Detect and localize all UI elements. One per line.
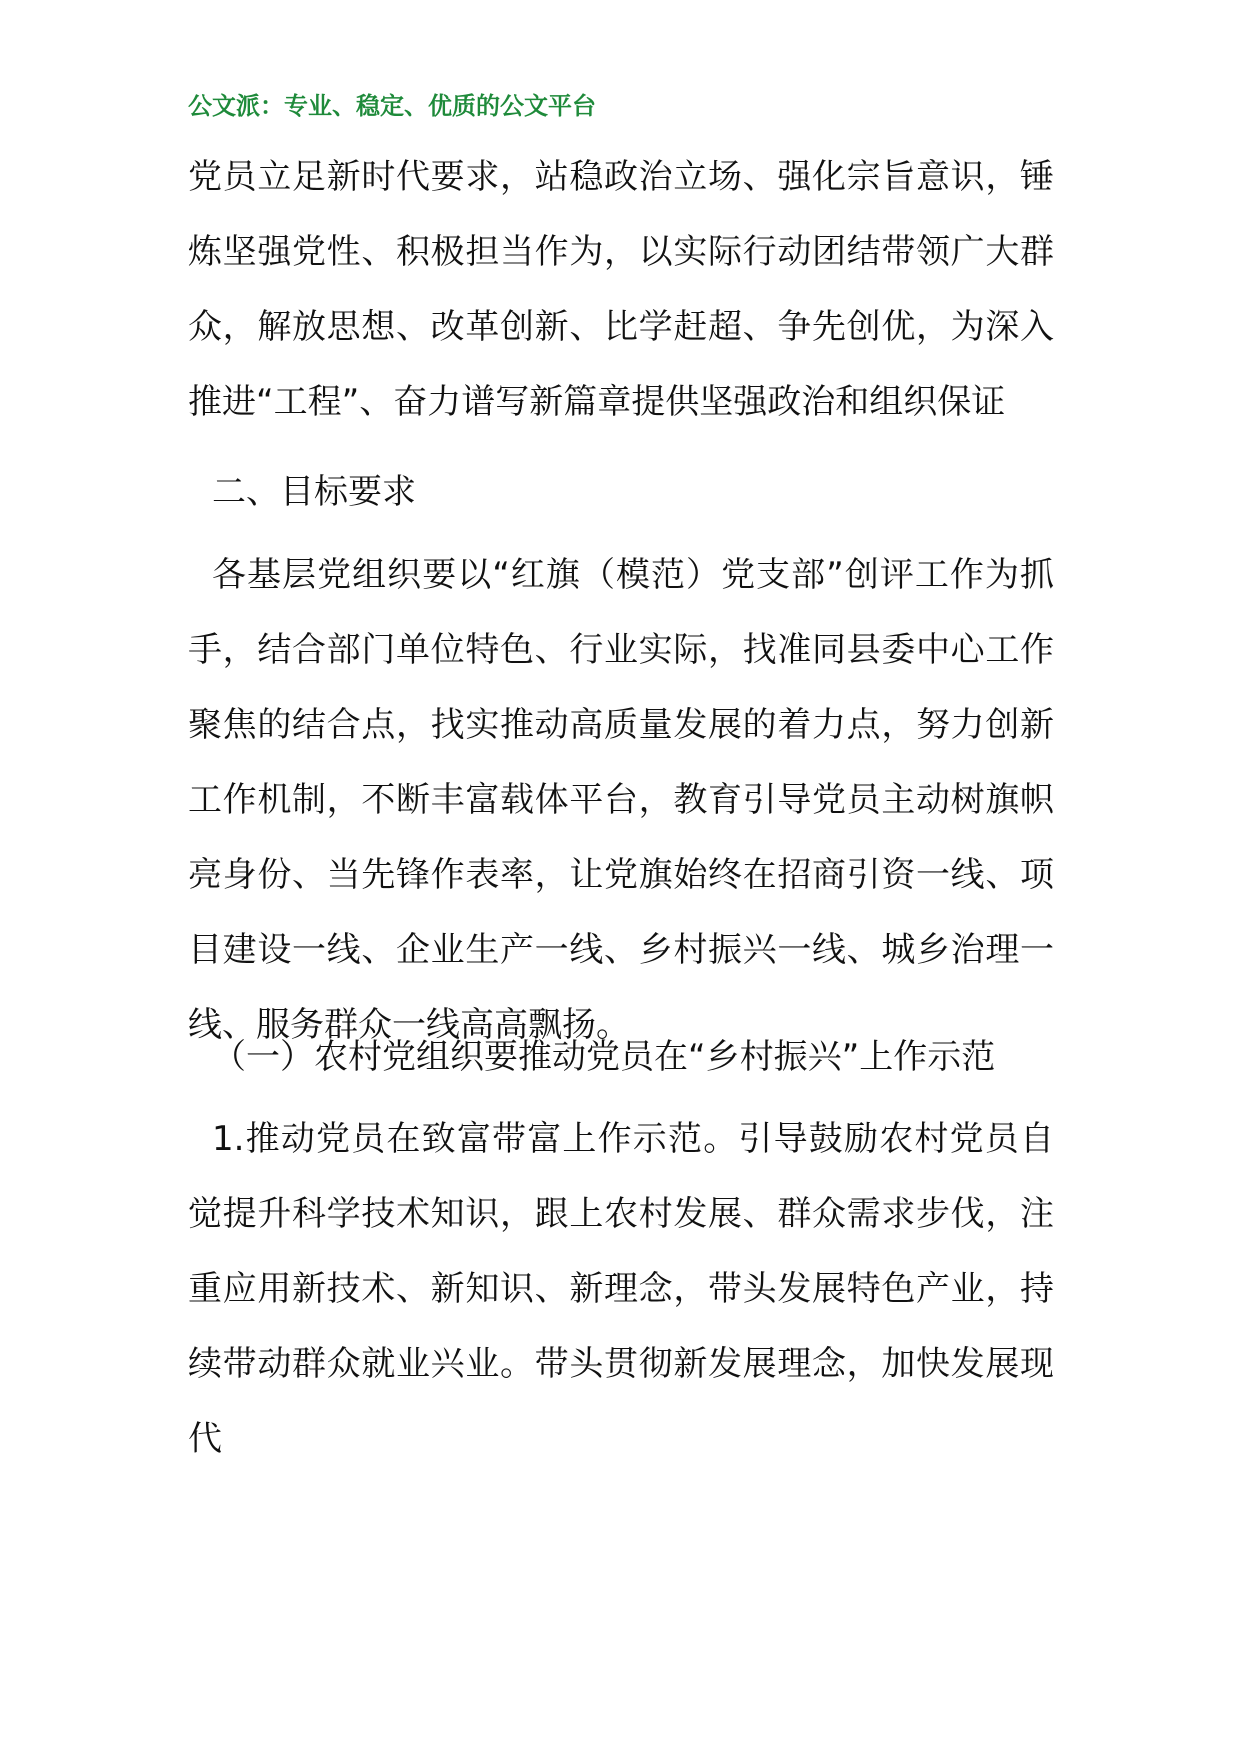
- paragraph-intro: 党员立足新时代要求，站稳政治立场、强化宗旨意识，锤炼坚强党性、积极担当作为，以实际行动团结带领广大群众，解放思想、改革创新、比学赶超、争先创优，为深入推进“工程”、奋力谱写新篇章提供坚强政治和组织保证: [188, 157, 1054, 422]
- section-heading-goals: 二、目标要求: [212, 472, 416, 512]
- paragraph-goals: 各基层党组织要以“红旗（模范）党支部”创评工作为抓手，结合部门单位特色、行业实际，找准同县委中心工作聚焦的结合点，找实推动高质量发展的着力点，努力创新工作机制，不断丰富载体平台，教育引导党员主动树旗帜亮身份、当先锋作表率，让党旗始终在招商引资一线、项目建设一线、企业生产一线、乡村振兴一线、城乡治理一线、服务群众一线高高飘扬。: [188, 555, 1054, 1045]
- header-title: 公文派：专业、稳定、优质的公文平台: [188, 91, 596, 120]
- paragraph-item-1: 1.推动党员在致富带富上作示范。引导鼓励农村党员自觉提升科学技术知识，跟上农村发展、群众需求步伐，注重应用新技术、新知识、新理念，带头发展特色产业，持续带动群众就业兴业。带头贯彻新发展理念，加快发展现代: [188, 1119, 1054, 1459]
- subsection-heading-rural: （一）农村党组织要推动党员在“乡村振兴”上作示范: [212, 1037, 996, 1077]
